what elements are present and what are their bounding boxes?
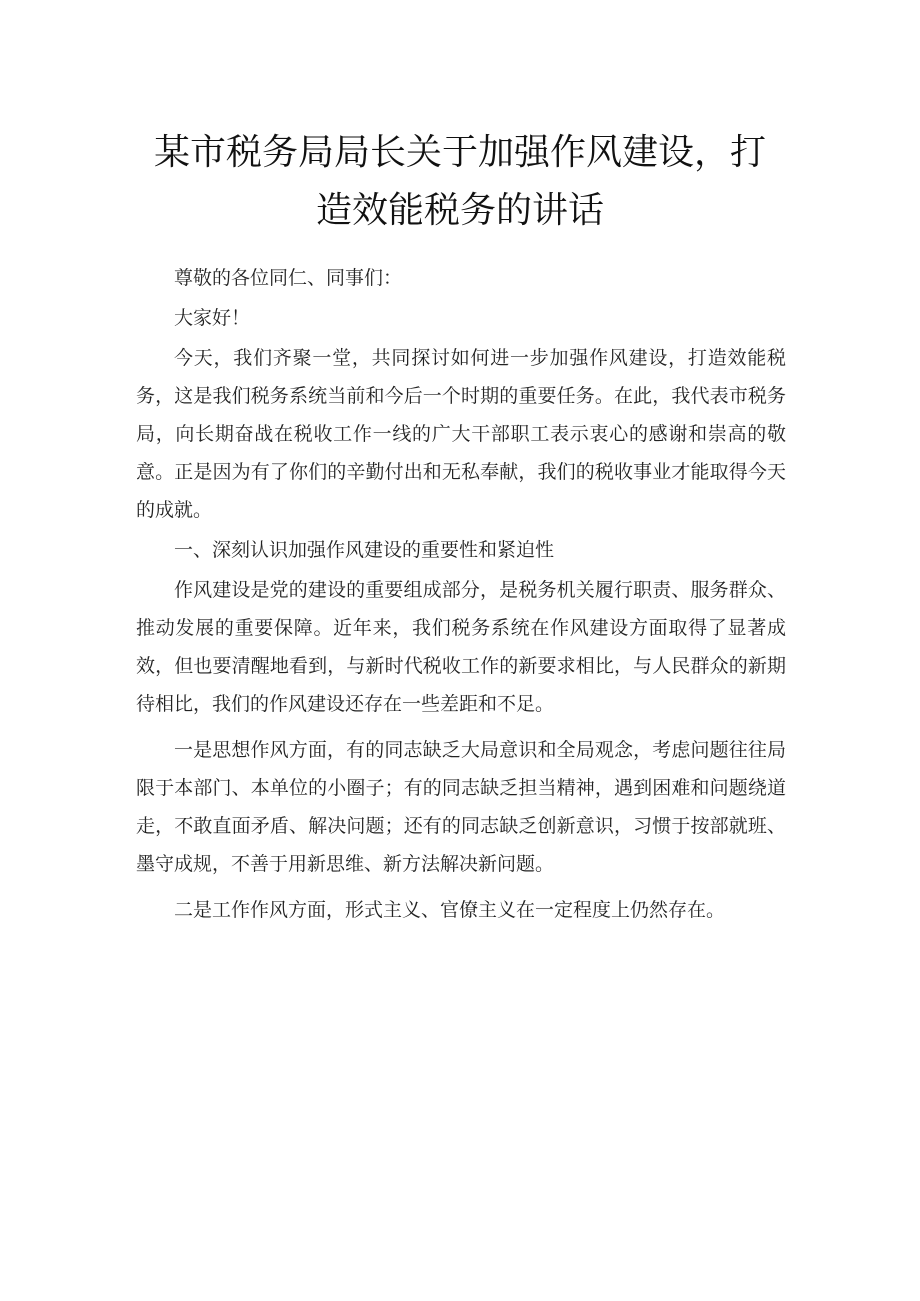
greeting-paragraph: 大家好！ (174, 307, 251, 329)
title-line-1: 某市税务局局长关于加强作风建设，打 (153, 132, 766, 173)
section-1-paragraph: 作风建设是党的建设的重要组成部分，是税务机关履行职责、服务群众、推动发展的重要保障。近年来，我们税务系统在作风建设方面取得了显著成效，但也要清醒地看到，与新时代税收工作的新要求相比，与人民群众的新期待相比，我们的作风建设还存在一些差距和不足。 (136, 579, 786, 715)
document-body (136, 259, 786, 929)
title-line-2: 造效能税务的讲话 (315, 190, 604, 231)
salutation-paragraph: 尊敬的各位同仁、同事们： (174, 267, 403, 289)
section-heading-1: 一、深刻认识加强作风建设的重要性和紧迫性 (174, 539, 555, 561)
point-2-paragraph: 二是工作作风方面，形式主义、官僚主义在一定程度上仍然存在。 (174, 899, 726, 921)
document-title (120, 124, 800, 240)
point-1-paragraph: 一是思想作风方面，有的同志缺乏大局意识和全局观念，考虑问题往往局限于本部门、本单位的小圈子；有的同志缺乏担当精神，遇到困难和问题绕道走，不敢直面矛盾、解决问题；还有的同志缺乏创新意识，习惯于按部就班、墨守成规，不善于用新思维、新方法解决新问题。 (136, 739, 786, 875)
intro-paragraph: 今天，我们齐聚一堂，共同探讨如何进一步加强作风建设，打造效能税务，这是我们税务系统当前和今后一个时期的重要任务。在此，我代表市税务局，向长期奋战在税收工作一线的广大干部职工表示衷心的感谢和崇高的敬意。正是因为有了你们的辛勤付出和无私奉献，我们的税收事业才能取得今天的成就。 (136, 347, 786, 521)
